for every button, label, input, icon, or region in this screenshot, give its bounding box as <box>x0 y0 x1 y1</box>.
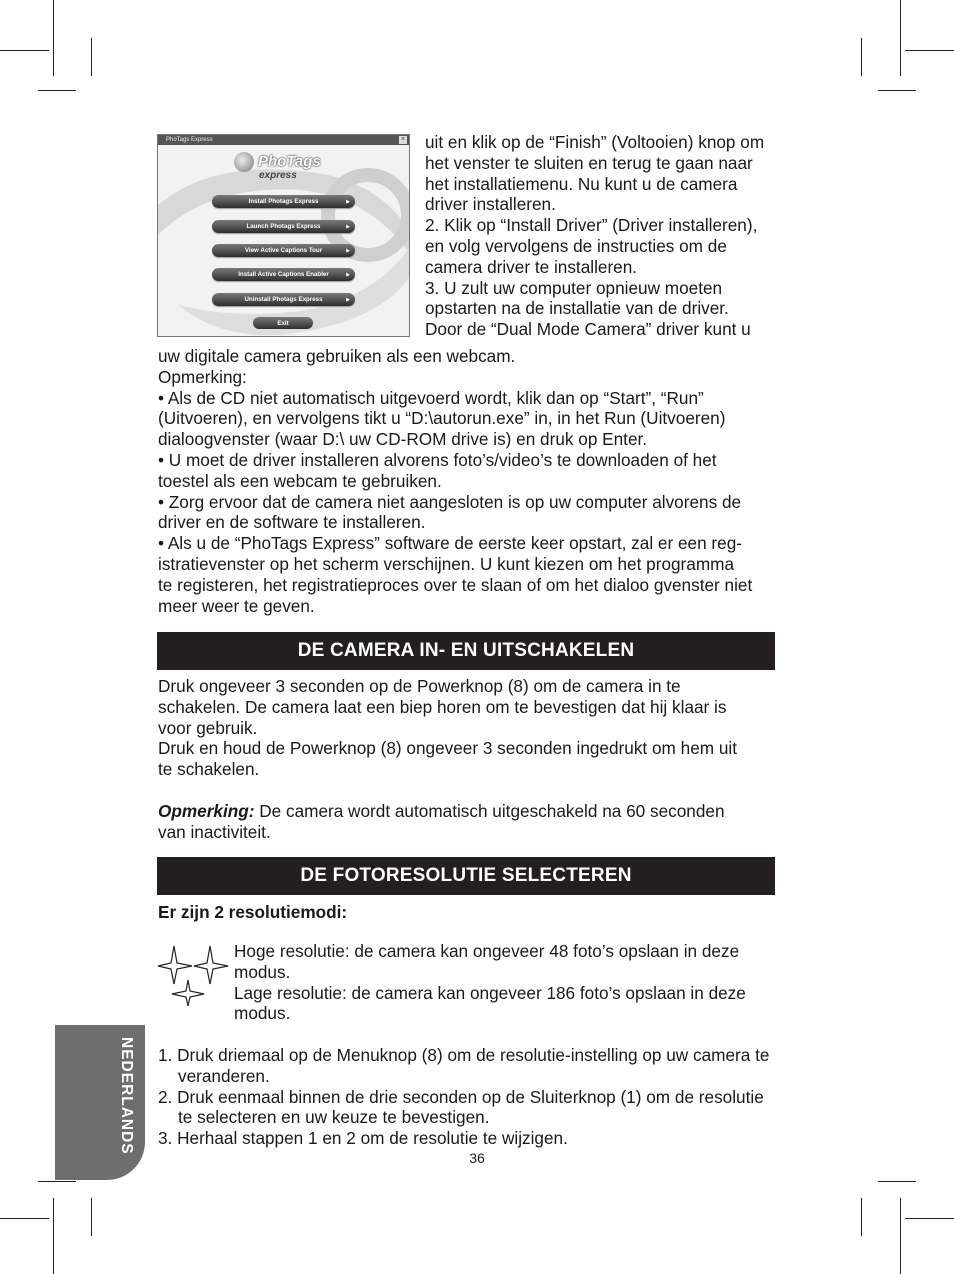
logo-sub: express <box>259 170 297 181</box>
installer-titlebar <box>158 135 409 145</box>
resolution-stars-icon <box>158 944 230 1006</box>
text-line: het venster te sluiten en terug te gaan naar <box>425 152 753 173</box>
text-line: opstarten na de installatie van de driver. <box>425 298 729 319</box>
intro-body-text <box>158 346 778 616</box>
text-line: camera driver te installeren. <box>425 256 638 277</box>
text-line: (Uitvoeren), en vervolgens tikt u “D:\autorun.exe” in, in het Run (Uitvoeren) <box>158 408 726 429</box>
section-heading-power: DE CAMERA IN- EN UITSCHAKELEN <box>157 632 775 670</box>
arrow-right-icon: ▶ <box>346 296 350 303</box>
power-note-cont: van inactiviteit. <box>158 821 271 842</box>
uninstall-photags-button[interactable]: Uninstall Photags Express ▶ <box>212 293 355 306</box>
list-item: 1. Druk driemaal op de Menuknop (8) om de resolutie-instelling op uw camera te veranderen. <box>158 1045 770 1086</box>
text-line: het installatiemenu. Nu kunt u de camera <box>425 173 738 194</box>
text-line: • Zorg ervoor dat de camera niet aangesloten is op uw computer alvorens de <box>158 491 742 512</box>
text-line: uit en klik op de “Finish” (Voltooien) knop om <box>425 132 765 152</box>
text-line: • U moet de driver installeren alvorens foto’s/video’s te downloaden of het <box>158 449 717 470</box>
arrow-right-icon: ▶ <box>346 247 350 254</box>
text-line: istratievenster op het scherm verschijnen. U kunt kiezen om het programma <box>158 553 735 574</box>
install-captions-enabler-button[interactable]: Install Active Captions Enabler ▶ <box>212 268 355 281</box>
language-label: NEDERLANDS <box>118 1037 135 1155</box>
list-item: 3. Herhaal stappen 1 en 2 om de resolutie te wijzigen. <box>158 1128 568 1149</box>
resolution-steps <box>158 1045 778 1149</box>
note-label: Opmerking: <box>158 800 255 821</box>
text-line: 2. Klik op “Install Driver” (Driver installeren), <box>425 215 758 236</box>
text-line: meer weer te geven. <box>158 595 315 616</box>
text-line: driver installeren. <box>425 194 556 215</box>
text-line: te schakelen. <box>158 759 260 780</box>
text-line: voor gebruik. <box>158 717 258 738</box>
intro-top-text <box>425 132 785 340</box>
resolution-subheading: Er zijn 2 resolutiemodi: <box>158 902 348 922</box>
photags-logo-icon <box>234 152 254 172</box>
text-line: dialoogvenster (waar D:\ uw CD-ROM drive is) en druk op Enter. <box>158 429 648 450</box>
text-line: te registeren, het registratieproces over te slaan of om het dialoo gvenster niet <box>158 574 753 595</box>
text-line: toestel als een webcam te gebruiken. <box>158 470 442 491</box>
arrow-right-icon: ▶ <box>346 198 350 205</box>
text-line: 3. U zult uw computer opnieuw moeten <box>425 277 723 298</box>
text-line: Hoge resolutie: de camera kan ongeveer 48 foto’s opslaan in deze <box>234 941 740 961</box>
launch-photags-button[interactable]: Launch Photags Express ▶ <box>212 220 355 233</box>
text-line: uw digitale camera gebruiken als een webcam. <box>158 346 516 366</box>
list-item: 2. Druk eenmaal binnen de drie seconden op de Sluiterknop (1) om de resolutie te selecteren en uw keuze te bevestigen. <box>158 1086 764 1128</box>
text-line: Druk en houd de Powerknop (8) ongeveer 3 seconden ingedrukt om hem uit <box>158 738 737 759</box>
text-line: modus. <box>234 961 291 982</box>
arrow-right-icon: ▶ <box>346 271 350 278</box>
view-captions-tour-button[interactable]: View Active Captions Tour ▶ <box>212 244 355 257</box>
logo-main: PhoTags <box>258 153 321 170</box>
text-line: Druk ongeveer 3 seconden op de Powerknop (8) om de camera in te <box>158 676 681 696</box>
power-note <box>158 801 778 822</box>
close-icon: × <box>400 136 406 143</box>
text-line: driver en de software te installeren. <box>158 512 426 533</box>
installer-window-title: PhoTags Express <box>166 137 213 143</box>
installer-screenshot <box>157 134 410 337</box>
text-line: • Als u de “PhoTags Express” software de eerste keer opstart, zal er een reg- <box>158 533 742 554</box>
text-line: Door de “Dual Mode Camera” driver kunt u <box>425 319 751 340</box>
resolution-modes <box>234 941 779 1024</box>
text-line: Lage resolutie: de camera kan ongeveer 186 foto’s opslaan in deze <box>234 982 746 1003</box>
power-instructions <box>158 676 778 842</box>
text-line: en volg vervolgens de instructies om de <box>425 235 727 256</box>
arrow-right-icon: ▶ <box>346 223 350 230</box>
note-text: De camera wordt automatisch uitgeschakeld na 60 seconden <box>254 800 725 821</box>
text-line: schakelen. De camera laat een biep horen om te bevestigen dat hij klaar is <box>158 696 727 717</box>
text-line: • Als de CD niet automatisch uitgevoerd wordt, klik dan op “Start”, “Run” <box>158 387 704 408</box>
exit-button[interactable]: Exit <box>253 317 313 329</box>
text-line: modus. <box>234 1003 291 1024</box>
install-photags-button[interactable]: Install Photags Express ▶ <box>212 195 355 208</box>
section-heading-resolution: DE FOTORESOLUTIE SELECTEREN <box>157 857 775 895</box>
blank-line <box>158 780 778 801</box>
page-number: 36 <box>469 1150 485 1166</box>
text-line: Opmerking: <box>158 366 247 387</box>
